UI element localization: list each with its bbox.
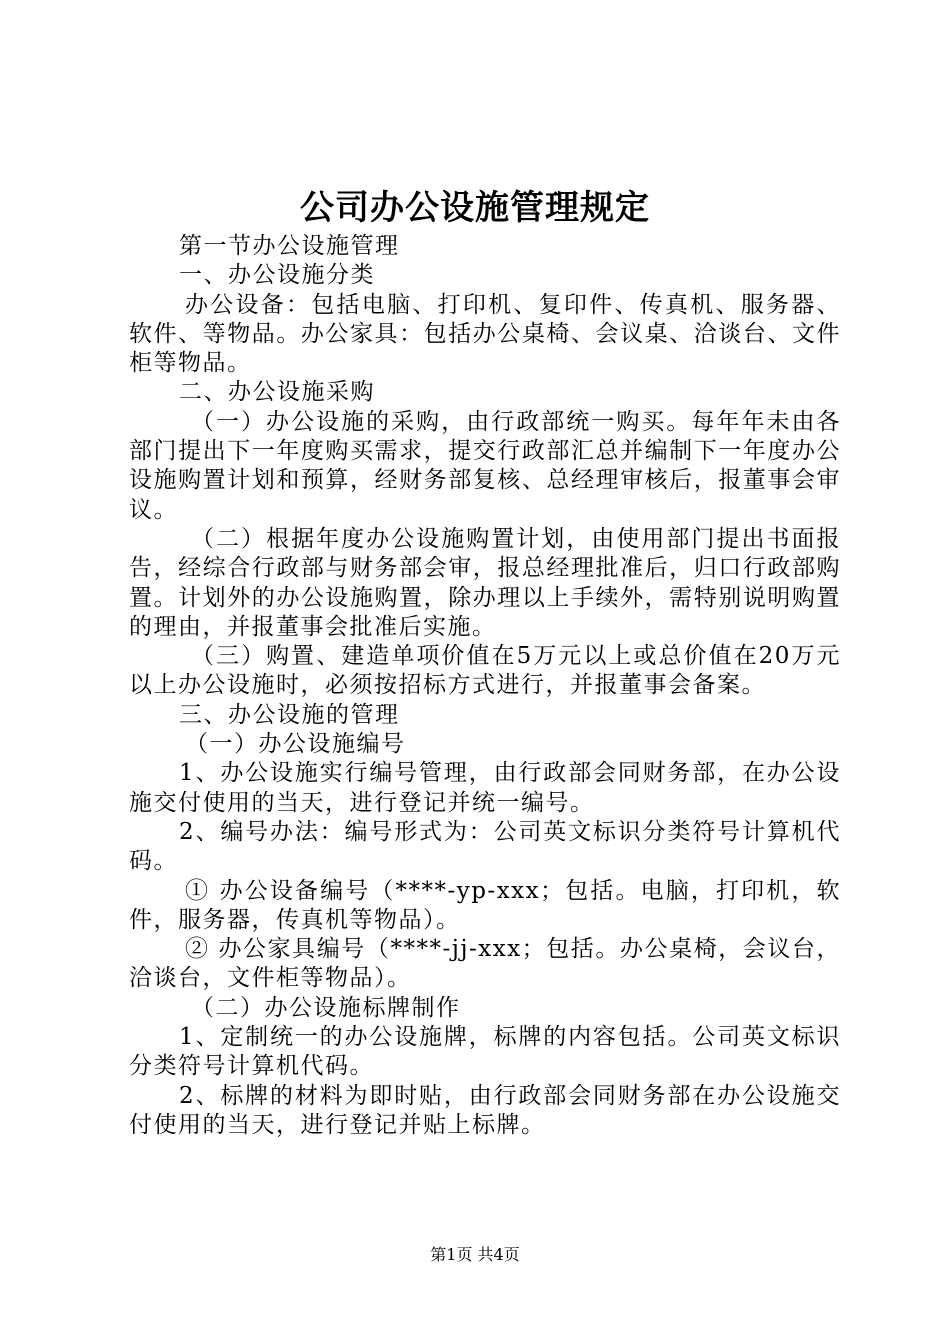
paragraph: （三）购置、建造单项价值在5万元以上或总价值在20万元以上办公设施时，必须按招标方式进行，并报董事会备案。 <box>129 643 841 699</box>
document-body <box>129 232 841 1140</box>
item-heading: （二）办公设施标牌制作 <box>191 994 461 1021</box>
page-number: 第1页 共4页 <box>430 1245 520 1264</box>
list-item: ① 办公设备编号（****-yp-xxx；包括。电脑，打印机，软件，服务器，传真机等物品）。 <box>129 877 841 933</box>
item-heading: （一）办公设施编号 <box>185 731 406 758</box>
paragraph: 2、编号办法：编号形式为：公司英文标识分类符号计算机代码。 <box>129 818 841 875</box>
paragraph: 1、定制统一的办公设施牌，标牌的内容包括。公司英文标识分类符号计算机代码。 <box>129 1024 841 1080</box>
subsection-heading: 三、办公设施的管理 <box>179 701 400 728</box>
subsection-heading: 二、办公设施采购 <box>179 379 375 406</box>
paragraph: 1、办公设施实行编号管理，由行政部会同财务部，在办公设施交付使用的当天，进行登记并统一编号。 <box>129 760 841 816</box>
paragraph: （一）办公设施的采购，由行政部统一购买。每年年未由各部门提出下一年度购买需求，提交行政部汇总并编制下一年度办公设施购置计划和预算，经财务部复核、总经理审核后，报董事会审议。 <box>129 408 841 523</box>
list-item: ② 办公家具编号（****-jj-xxx；包括。办公桌椅，会议台，洽谈台，文件柜等物品）。 <box>129 936 841 992</box>
paragraph: （二）根据年度办公设施购置计划，由使用部门提出书面报告，经综合行政部与财务部会审，报总经理批准后，归口行政部购置。计划外的办公设施购置，除办理以上手续外，需特别说明购置的理由，并报董事会批准后实施。 <box>129 525 841 640</box>
paragraph: 2、标牌的材料为即时贴，由行政部会同财务部在办公设施交付使用的当天，进行登记并贴上标牌。 <box>129 1082 841 1138</box>
subsection-heading: 一、办公设施分类 <box>179 262 375 289</box>
paragraph: 办公设备：包括电脑、打印机、复印件、传真机、服务器、软件、等物品。办公家具：包括办公桌椅、会议桌、洽谈台、文件柜等物品。 <box>129 291 841 377</box>
section-heading: 第一节办公设施管理 <box>179 233 400 259</box>
document-title: 公司办公设施管理规定 <box>300 188 650 228</box>
